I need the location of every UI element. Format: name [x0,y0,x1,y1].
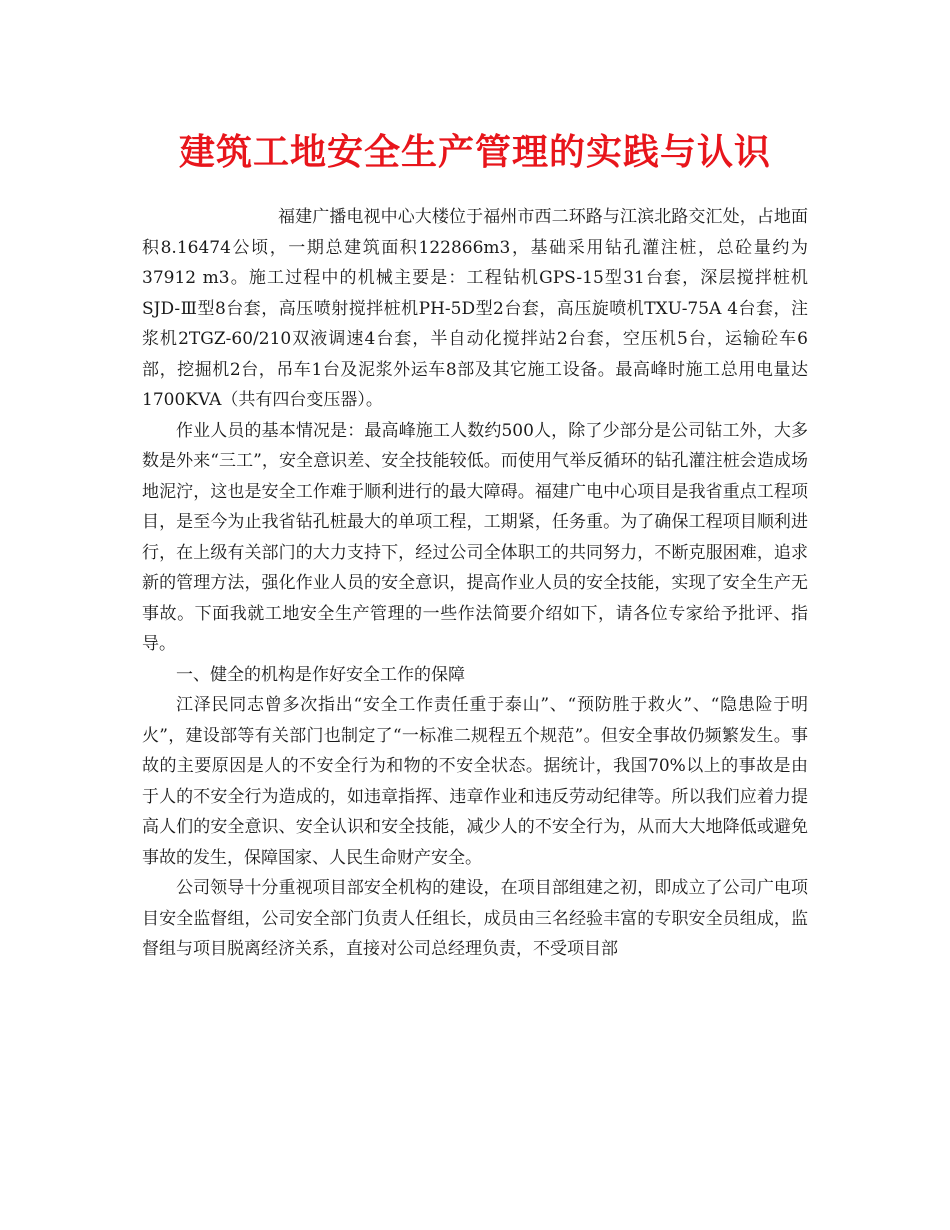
document-body [142,202,808,965]
paragraph-workforce: 作业人员的基本情况是：最高峰施工人数约500人，除了少部分是公司钻工外，大多数是外来“三工”，安全意识差、安全技能较低。而使用气举反循环的钻孔灌注桩会造成场地泥泞，这也是安全工作难于顺利进行的最大障碍。福建广电中心项目是我省重点工程项目，是至今为止我省钻孔桩最大的单项工程，工期紧，任务重。为了确保工程项目顺利进行，在上级有关部门的大力支持下，经过公司全体职工的共同努力，不断克服困难，追求新的管理方法，强化作业人员的安全意识，提高作业人员的安全技能，实现了安全生产无事故。下面我就工地安全生产管理的一些作法简要介绍如下，请各位专家给予批评、指导。 [142,420,808,654]
document-title: 建筑工地安全生产管理的实践与认识 [178,131,771,173]
paragraph-safety-policy: 江泽民同志曾多次指出“安全工作责任重于泰山”、“预防胜于救火”、“隐患险于明火”，建设部等有关部门也制定了“一标准二规程五个规范”。但安全事故仍频繁发生。事故的主要原因是人的不安全行为和物的不安全状态。据统计，我国70%以上的事故是由于人的不安全行为造成的，如违章指挥、违章作业和违反劳动纪律等。所以我们应着力提高人们的安全意识、安全认识和安全技能，减少人的不安全行为，从而大大地降低或避免事故的发生，保障国家、人民生命财产安全。 [142,695,808,868]
paragraph-project-overview: 福建广播电视中心大楼位于福州市西二环路与江滨北路交汇处，占地面积8.16474公顷，一期总建筑面积122866m3，基础采用钻孔灌注桩，总砼量约为37912 m3。施工过程中的机械主要是：工程钻机GPS-15型31台套，深层搅拌桩机SJD-Ⅲ型8台套，高压喷射搅拌桩机PH-5D型2台套，高压旋喷机TXU-75A 4台套，注浆机2TGZ-60/210双液调速4台套，半自动化搅拌站2台套，空压机5台，运输砼车6部，挖掘机2台，吊车1台及泥浆外运车8部及其它施工设备。最高峰时施工总用电量达1700KVA（共有四台变压器）。 [142,207,808,410]
section-heading-1: 一、健全的机构是作好安全工作的保障 [176,664,465,685]
paragraph-safety-organization: 公司领导十分重视项目部安全机构的建设，在项目部组建之初，即成立了公司广电项目安全监督组，公司安全部门负责人任组长，成员由三名经验丰富的专职安全员组成，监督组与项目脱离经济关系，直接对公司总经理负责，不受项目部 [142,878,808,959]
